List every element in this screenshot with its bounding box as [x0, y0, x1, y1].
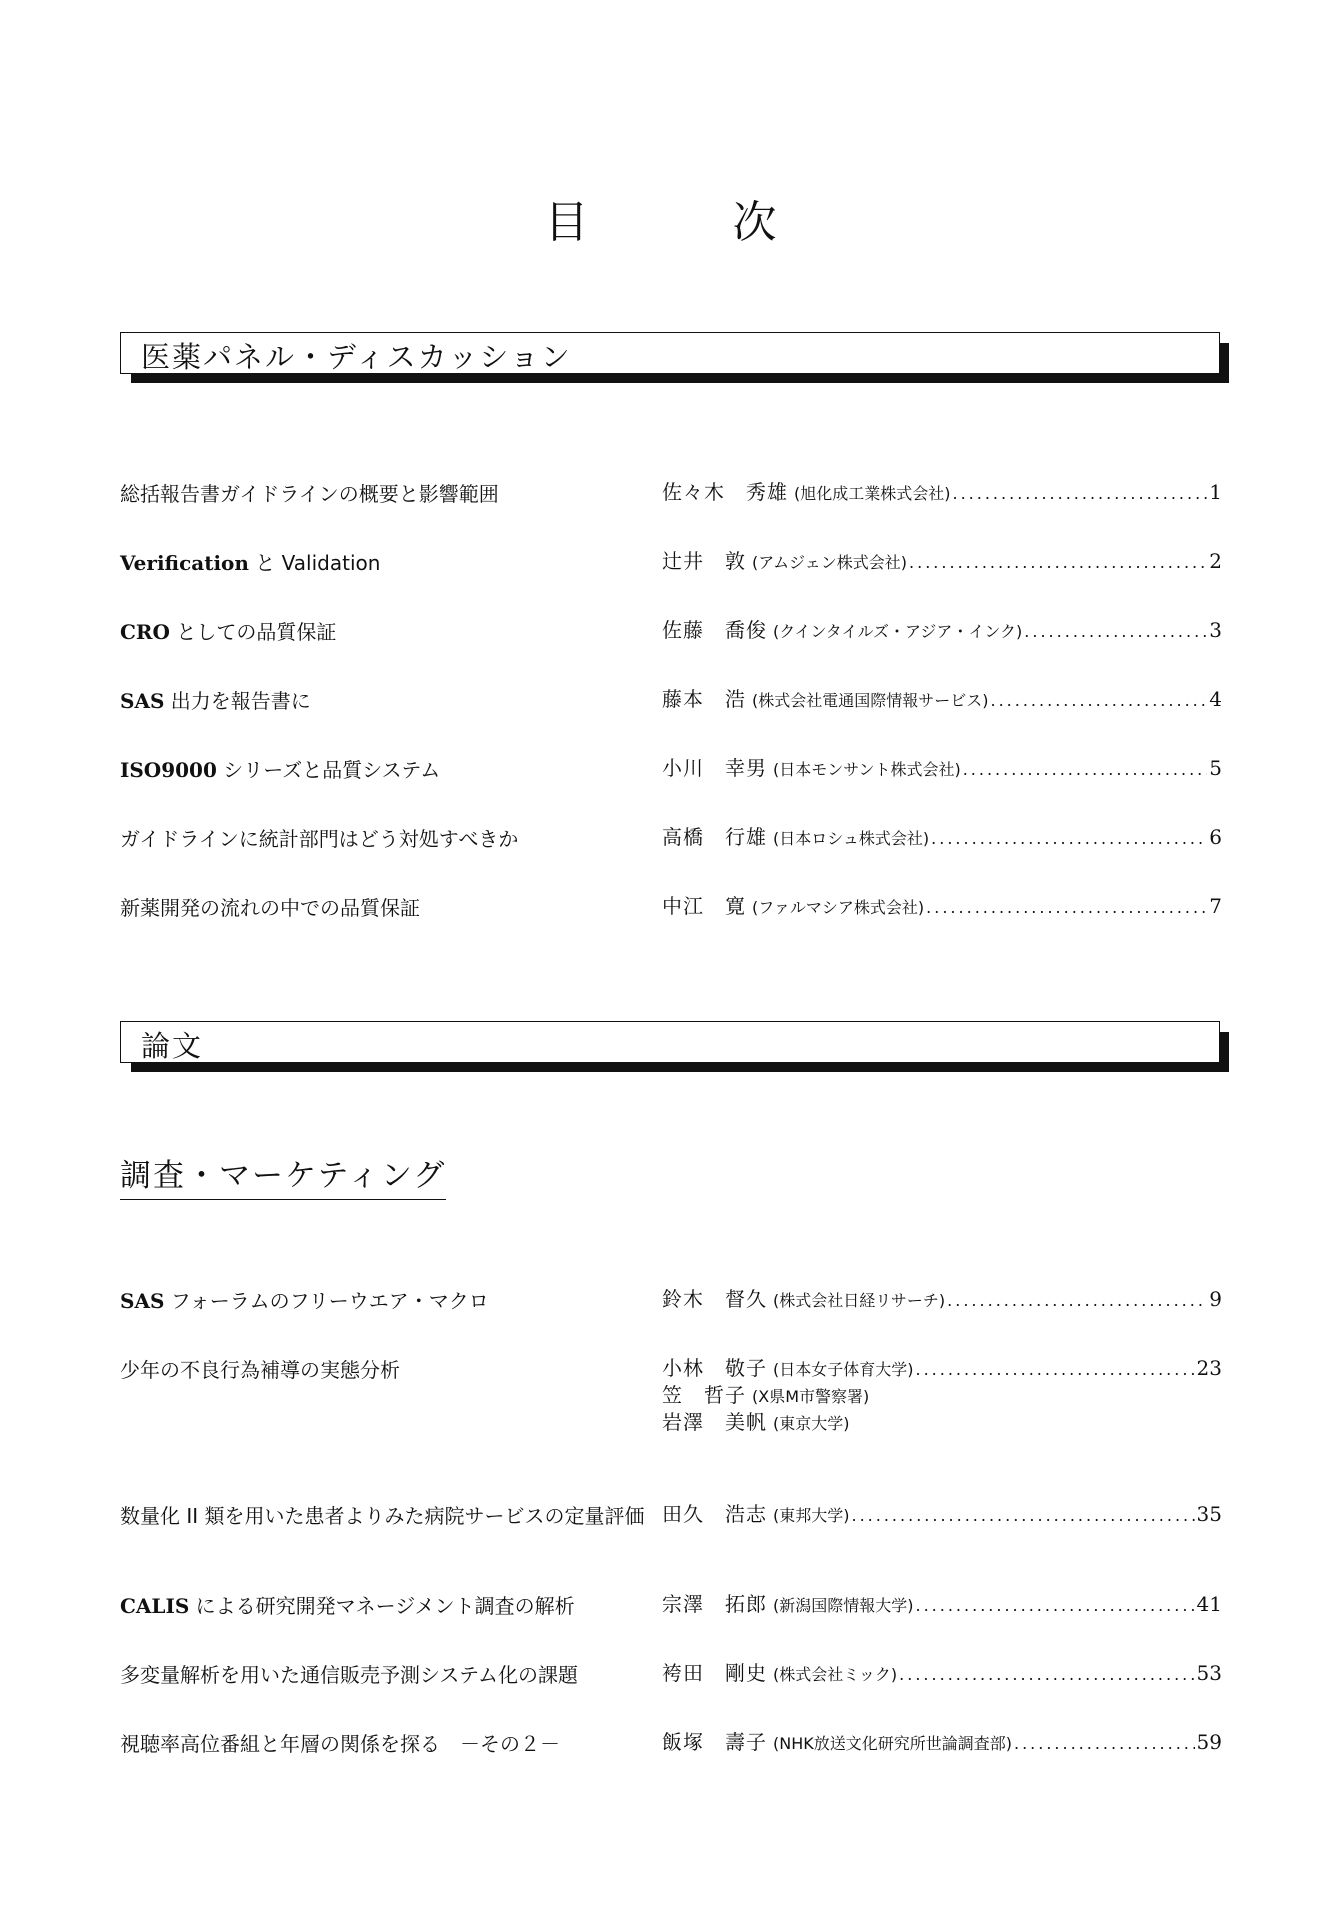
- toc-entry-author: [662, 1728, 1222, 1756]
- page-title: 目 次: [544, 197, 827, 248]
- dot-leader: [947, 1287, 1207, 1313]
- toc-entry-author: [662, 892, 1222, 920]
- author-affiliation: (株式会社日経リサーチ): [773, 1291, 946, 1310]
- author-name: 辻井 敦: [662, 549, 746, 573]
- toc-entry-author: [662, 616, 1222, 644]
- page-number: 23: [1196, 1356, 1222, 1380]
- toc-entry-title-text: 少年の不良行為補導の実態分析: [120, 1358, 400, 1382]
- dot-leader: [931, 825, 1207, 851]
- dot-leader: [926, 894, 1207, 920]
- page-number: 53: [1196, 1661, 1222, 1685]
- toc-entry-author: [662, 547, 1222, 575]
- toc-entry-title-latin: SAS: [120, 689, 165, 713]
- author-affiliation: (株式会社ミック): [773, 1665, 898, 1684]
- toc-entry-author: [662, 1590, 1222, 1618]
- toc-entry-author: [662, 478, 1222, 506]
- page-number: 5: [1209, 756, 1222, 780]
- toc-entry-title-latin: ISO9000: [120, 758, 217, 782]
- author-name: 高橋 行雄: [662, 825, 767, 849]
- page-number: 3: [1209, 618, 1222, 642]
- author-affiliation: (X県M市警察署): [752, 1387, 870, 1406]
- toc-entry-title: [120, 685, 650, 717]
- author-name: 岩澤 美帆: [662, 1410, 767, 1434]
- toc-entry-title: [120, 1285, 650, 1317]
- toc-entry-title-text: 視聴率高位番組と年層の関係を探る －その２－: [120, 1732, 560, 1756]
- toc-entry-author: [662, 1381, 1222, 1409]
- author-name: 飯塚 壽子: [662, 1730, 767, 1754]
- author-affiliation: (クインタイルズ・アジア・インク): [773, 622, 1023, 641]
- toc-entry-title: [120, 616, 650, 648]
- toc-entry-title: [120, 892, 650, 924]
- subsection-heading: 調査・マーケティング: [120, 1150, 446, 1200]
- author-affiliation: (日本ロシュ株式会社): [773, 829, 930, 848]
- author-affiliation: (日本モンサント株式会社): [773, 760, 961, 779]
- author-affiliation: (東京大学): [773, 1414, 850, 1433]
- toc-entry-title: [120, 823, 650, 855]
- toc-entry-title: [120, 754, 650, 786]
- section-header-papers: [120, 1021, 1220, 1063]
- dot-leader: [909, 549, 1207, 575]
- toc-entry-title-text: 出力を報告書に: [164, 689, 311, 713]
- dot-leader: [916, 1592, 1195, 1618]
- toc-entry-title-latin: Verification: [120, 551, 249, 575]
- toc-entry-title: [120, 1500, 650, 1532]
- author-affiliation: (アムジェン株式会社): [752, 553, 908, 572]
- page-number: 4: [1209, 687, 1222, 711]
- section-header-label: 論文: [141, 1029, 204, 1063]
- toc-entry-author: [662, 1659, 1222, 1687]
- toc-entry-title-latin: CRO: [120, 620, 170, 644]
- dot-leader: [916, 1356, 1195, 1382]
- dot-leader: [953, 480, 1208, 506]
- toc-entry-author: [662, 685, 1222, 713]
- toc-entry-title-latin: CALIS: [120, 1594, 190, 1618]
- author-affiliation: (日本女子体育大学): [773, 1360, 914, 1379]
- section-header-panel-discussion: [120, 332, 1220, 374]
- page-number: 35: [1196, 1502, 1222, 1526]
- dot-leader: [1024, 618, 1207, 644]
- toc-entry-title: [120, 1354, 650, 1386]
- toc-entry-title-text: シリーズと品質システム: [216, 758, 441, 782]
- toc-entry-author: [662, 823, 1222, 851]
- author-name: 藤本 浩: [662, 687, 746, 711]
- toc-entry-title-text: 多変量解析を用いた通信販売予測システム化の課題: [120, 1663, 578, 1687]
- dot-leader: [991, 687, 1208, 713]
- toc-entry-author: [662, 1354, 1222, 1382]
- toc-entry-author: [662, 754, 1222, 782]
- author-name: 佐々木 秀雄: [662, 480, 788, 504]
- toc-entry-author: [662, 1285, 1222, 1313]
- toc-entry-author: [662, 1500, 1222, 1528]
- author-name: 袴田 剛史: [662, 1661, 767, 1685]
- toc-entry-title-text: としての品質保証: [169, 620, 337, 644]
- author-name: 佐藤 喬俊: [662, 618, 767, 642]
- author-affiliation: (ファルマシア株式会社): [752, 898, 925, 917]
- author-affiliation: (新潟国際情報大学): [773, 1596, 914, 1615]
- toc-entry-title-text: 数量化 II 類を用いた患者よりみた病院サービスの定量評価: [120, 1504, 645, 1528]
- author-name: 小林 敬子: [662, 1356, 767, 1380]
- page-number: 6: [1209, 825, 1222, 849]
- box-shadow: [131, 1063, 1229, 1072]
- dot-leader: [852, 1502, 1195, 1528]
- page-number: 9: [1209, 1287, 1222, 1311]
- author-affiliation: (東邦大学): [773, 1506, 850, 1525]
- toc-entry-title-text: ガイドラインに統計部門はどう対処すべきか: [120, 827, 519, 851]
- toc-entry-title-text: 総括報告書ガイドラインの概要と影響範囲: [120, 482, 499, 506]
- box-shadow: [131, 374, 1229, 383]
- author-affiliation: (株式会社電通国際情報サービス): [752, 691, 989, 710]
- page-number: 1: [1209, 480, 1222, 504]
- section-header-label: 医薬パネル・ディスカッション: [141, 340, 572, 374]
- toc-entry-title-latin: SAS: [120, 1289, 165, 1313]
- author-affiliation: (NHK放送文化研究所世論調査部): [773, 1734, 1012, 1753]
- toc-entry-title-text: による研究開発マネージメント調査の解析: [189, 1594, 575, 1618]
- author-name: 小川 幸男: [662, 756, 767, 780]
- author-name: 宗澤 拓郎: [662, 1592, 767, 1616]
- dot-leader: [1014, 1730, 1195, 1756]
- toc-entry-author: [662, 1408, 1222, 1436]
- dot-leader: [963, 756, 1208, 782]
- author-name: 鈴木 督久: [662, 1287, 767, 1311]
- page-number: 41: [1196, 1592, 1222, 1616]
- toc-entry-title: [120, 1728, 650, 1760]
- toc-entry-title-text: 新薬開発の流れの中での品質保証: [120, 896, 420, 920]
- page-number: 59: [1196, 1730, 1222, 1754]
- page-number: 7: [1209, 894, 1222, 918]
- toc-entry-title-text: フォーラムのフリーウエア・マクロ: [164, 1289, 489, 1313]
- author-name: 中江 寛: [662, 894, 746, 918]
- dot-leader: [899, 1661, 1194, 1687]
- page-number: 2: [1209, 549, 1222, 573]
- toc-entry-title: [120, 478, 650, 510]
- toc-entry-title: [120, 547, 650, 579]
- toc-entry-title-text: と Validation: [248, 551, 381, 575]
- author-affiliation: (旭化成工業株式会社): [794, 484, 951, 503]
- author-name: 笠 哲子: [662, 1383, 746, 1407]
- toc-entry-title: [120, 1590, 650, 1622]
- author-name: 田久 浩志: [662, 1502, 767, 1526]
- toc-entry-title: [120, 1659, 650, 1691]
